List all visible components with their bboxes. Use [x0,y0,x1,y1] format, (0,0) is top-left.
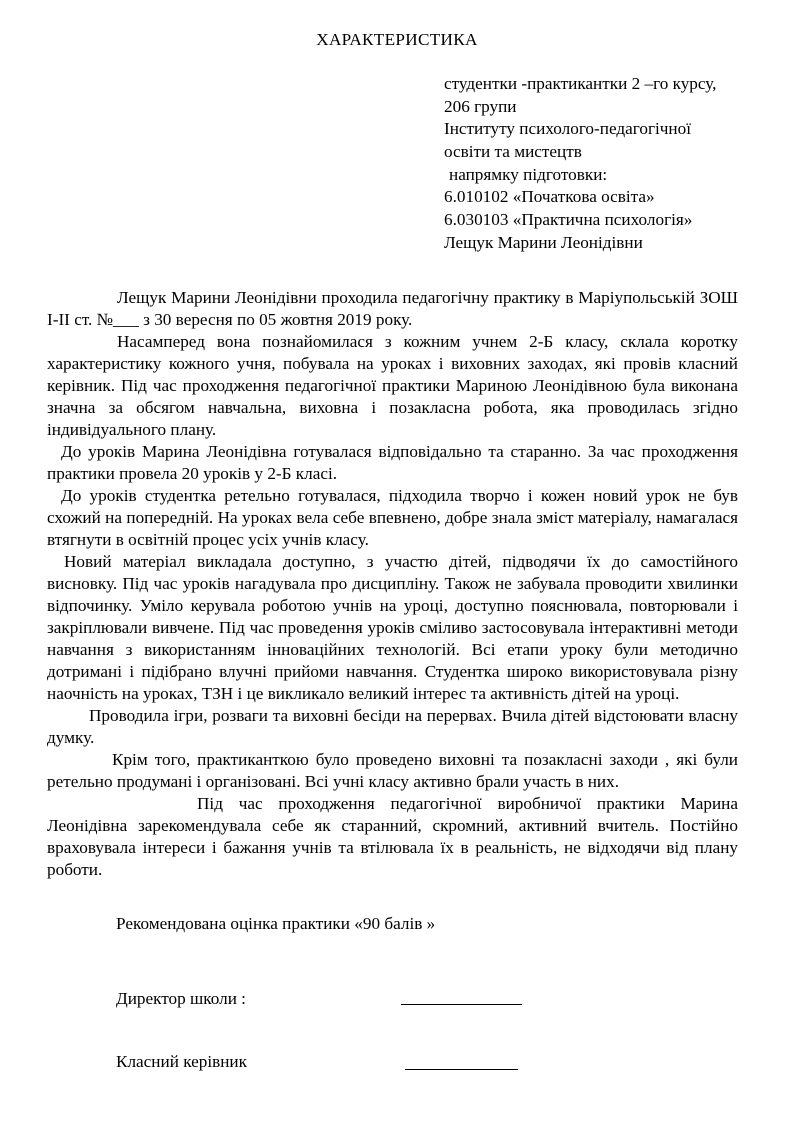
paragraph-acquaintance: Насамперед вона познайомилася з кожним учнем 2-Б класу, склала коротку характеристику кожного учня, побувала на уроках і виховних заходах, які провів класний керівник. Під час проходження педагогічної практики Мариною Леонідівною була виконана значна за обсягом навчальна, виховна і позакласна робота, яка проводилась згідно індивідуального плану. [47,332,738,439]
paragraph-creative-approach: До уроків студентка ретельно готувалася, підходила творчо і кожен новий урок не був схожий на попередній. На уроках вела себе впевнено, добре знала зміст матеріалу, намагалася втягнути в освітній процес усіх учнів класу. [47,486,738,549]
addressee-line: освіти та мистецтв [444,142,582,162]
document-title: ХАРАКТЕРИСТИКА [316,30,478,49]
paragraph-conclusion: Під час проходження педагогічної виробничої практики Марина Леонідівна зарекомендувала себе як старанний, скромний, активний вчитель. Постійно враховувала інтереси і бажання учнів та втілювала їх в реальність, не відходячи від плану роботи. [47,794,738,879]
characteristic-body [47,287,738,881]
addressee-line: напрямку підготовки: [449,164,608,184]
paragraph-practice-period: Лещук Марини Леонідівни проходила педагогічну практику в Маріупольській ЗОШ I-II ст. №___ з 30 вересня по 05 жовтня 2019 року. [47,288,738,329]
addressee-line: 6.010102 «Початкова освіта» [444,187,655,207]
addressee-line: 6.030103 «Практична психологія» [444,210,693,230]
paragraph-teaching-methods: Новий матеріал викладала доступно, з участю дітей, підводячи їх до самостійного висновку. Під час уроків нагадувала про дисципліну. Також не забувала проводити хвилинки відпочинку. Уміло керувала роботою учнів на уроці, доступно пояснювала, повторювали і закріплювали вивчене. Під час проведення уроків сміливо застосовувала інтерактивні методи навчання з використанням інноваційних технологій. Всі етапи уроку були методично дотримані і підібрано влучні прийоми навчання. Студентка широко використовувала різну наочність на уроках, ТЗН і це викликало великий інтерес та активність дітей на уроці. [47,552,738,703]
addressee-line: Інституту психолого-педагогічної [444,119,691,139]
class-teacher-signature-line [405,1069,518,1070]
addressee-block [444,73,784,255]
director-signature-line [401,1004,522,1005]
addressee-line: студентки -практикантки 2 –го курсу, [444,74,717,93]
class-teacher-signature-label: Класний керівник [116,1052,247,1071]
paragraph-games: Проводила ігри, розваги та виховні бесіди на перервах. Вчила дітей відстоювати власну думку. [47,706,738,747]
director-signature-label: Директор школи : [116,989,246,1008]
recommended-grade: Рекомендована оцінка практики «90 балів » [116,914,436,933]
paragraph-lesson-preparation: До уроків Марина Леонідівна готувалася відповідально та старанно. За час проходження практики провела 20 уроків у 2-Б класі. [47,442,738,483]
paragraph-extracurricular: Крім того, практиканткою було проведено виховні та позакласні заходи , які були ретельно продумані і організовані. Всі учні класу активно брали участь в них. [47,750,738,791]
addressee-line: 206 групи [444,96,517,116]
addressee-name: Лещук Марини Леонідівни [444,232,643,252]
